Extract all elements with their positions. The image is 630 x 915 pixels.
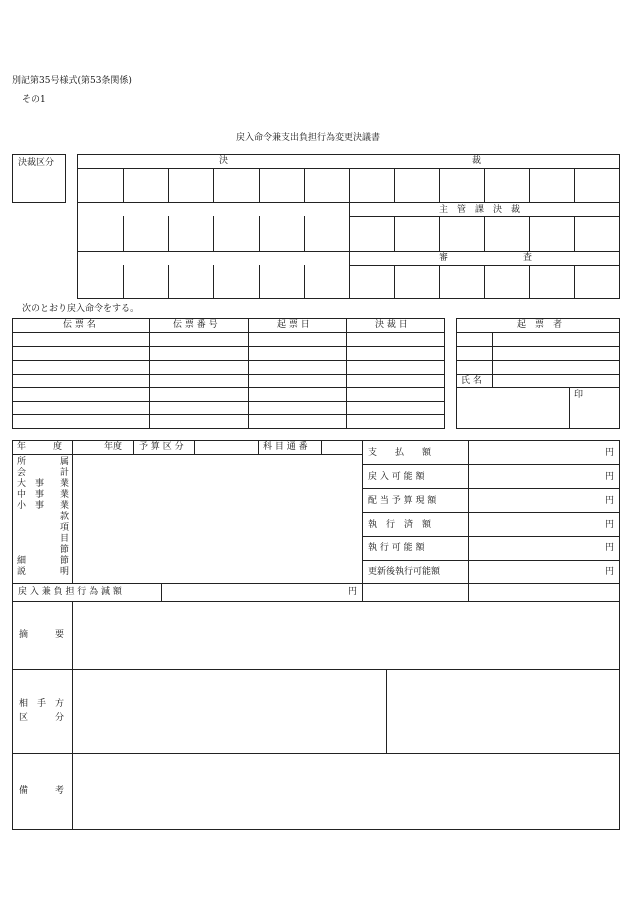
drafter-title: 起 票 者 bbox=[517, 320, 563, 330]
executed-amount-unit: 円 bbox=[605, 520, 615, 530]
label-explanation-b: 明 bbox=[59, 567, 69, 577]
label-subsection-a: 細 bbox=[17, 556, 27, 566]
party-label-1: 相 手 方 bbox=[19, 699, 65, 709]
label-accounting-b: 計 bbox=[59, 468, 69, 478]
budget-table bbox=[12, 440, 620, 830]
executable-amount-unit: 円 bbox=[605, 543, 615, 553]
shin-label: 審 bbox=[439, 253, 449, 263]
ketsu-label: 決 bbox=[219, 156, 229, 166]
label-setsu: 節 bbox=[59, 545, 69, 555]
label-mid-b: 業 bbox=[59, 490, 69, 500]
payment-amount-label: 支 払 額 bbox=[368, 448, 432, 458]
refundable-amount-unit: 円 bbox=[605, 472, 615, 482]
refundable-amount-label: 戻 入 可 能 額 bbox=[368, 472, 425, 482]
label-minor-b: 業 bbox=[59, 501, 69, 511]
instruction-text: 次のとおり戻入命令をする。 bbox=[22, 304, 140, 314]
updated-executable-unit: 円 bbox=[605, 567, 615, 577]
reduction-unit: 円 bbox=[348, 587, 358, 597]
label-kan: 款 bbox=[59, 512, 69, 522]
year-suffix: 年度 bbox=[104, 442, 123, 452]
budget-division-label: 予 算 区 分 bbox=[139, 442, 184, 452]
allocated-budget-unit: 円 bbox=[605, 496, 615, 506]
account-number-label: 科 目 通 番 bbox=[263, 442, 308, 452]
label-mid-a: 中 事 bbox=[17, 490, 45, 500]
executable-amount-label: 執 行 可 能 額 bbox=[368, 543, 425, 553]
approval-grid bbox=[77, 154, 620, 299]
allocated-budget-label: 配 当 予 算 現 額 bbox=[368, 496, 437, 506]
label-major-b: 業 bbox=[59, 479, 69, 489]
party-label-2: 区 分 bbox=[19, 713, 65, 723]
header-approval-date: 決 裁 日 bbox=[375, 320, 408, 330]
name-label: 氏 名 bbox=[461, 376, 482, 386]
header-voucher-number: 伝 票 番 号 bbox=[173, 320, 218, 330]
label-accounting-a: 会 bbox=[17, 468, 27, 478]
executed-amount-label: 執 行 済 額 bbox=[368, 520, 432, 530]
summary-label: 摘 要 bbox=[19, 630, 65, 640]
sa-label: 査 bbox=[523, 253, 533, 263]
approval-category-box[interactable] bbox=[12, 154, 66, 203]
form-sub-number: その1 bbox=[22, 95, 46, 105]
payment-amount-unit: 円 bbox=[605, 448, 615, 458]
label-major-a: 大 事 bbox=[17, 479, 45, 489]
voucher-table bbox=[12, 318, 445, 429]
label-explanation-a: 説 bbox=[17, 567, 27, 577]
form-number: 別記第35号様式(第53条関係) bbox=[12, 76, 132, 86]
remarks-label: 備 考 bbox=[19, 786, 65, 796]
approval-category-label: 決裁区分 bbox=[18, 158, 55, 168]
label-affiliation-a: 所 bbox=[17, 457, 27, 467]
label-moku: 目 bbox=[59, 534, 69, 544]
reduction-label: 戻 入 兼 負 担 行 為 減 額 bbox=[18, 587, 122, 597]
sai-label: 裁 bbox=[472, 156, 482, 166]
seal-label: 印 bbox=[574, 390, 584, 400]
label-subsection-b: 節 bbox=[59, 556, 69, 566]
section-approval-label: 主 管 課 決 裁 bbox=[439, 205, 521, 215]
year-label: 年 度 bbox=[17, 442, 63, 452]
page-title: 戻入命令兼支出負担行為変更決議書 bbox=[236, 133, 381, 143]
label-kou: 項 bbox=[59, 523, 69, 533]
header-draft-date: 起 票 日 bbox=[277, 320, 310, 330]
drafter-box bbox=[456, 318, 620, 429]
label-minor-a: 小 事 bbox=[17, 501, 45, 511]
header-voucher-name: 伝 票 名 bbox=[63, 320, 96, 330]
classification-labels bbox=[17, 458, 69, 579]
updated-executable-label: 更新後執行可能額 bbox=[368, 567, 441, 577]
label-affiliation-b: 属 bbox=[59, 457, 69, 467]
